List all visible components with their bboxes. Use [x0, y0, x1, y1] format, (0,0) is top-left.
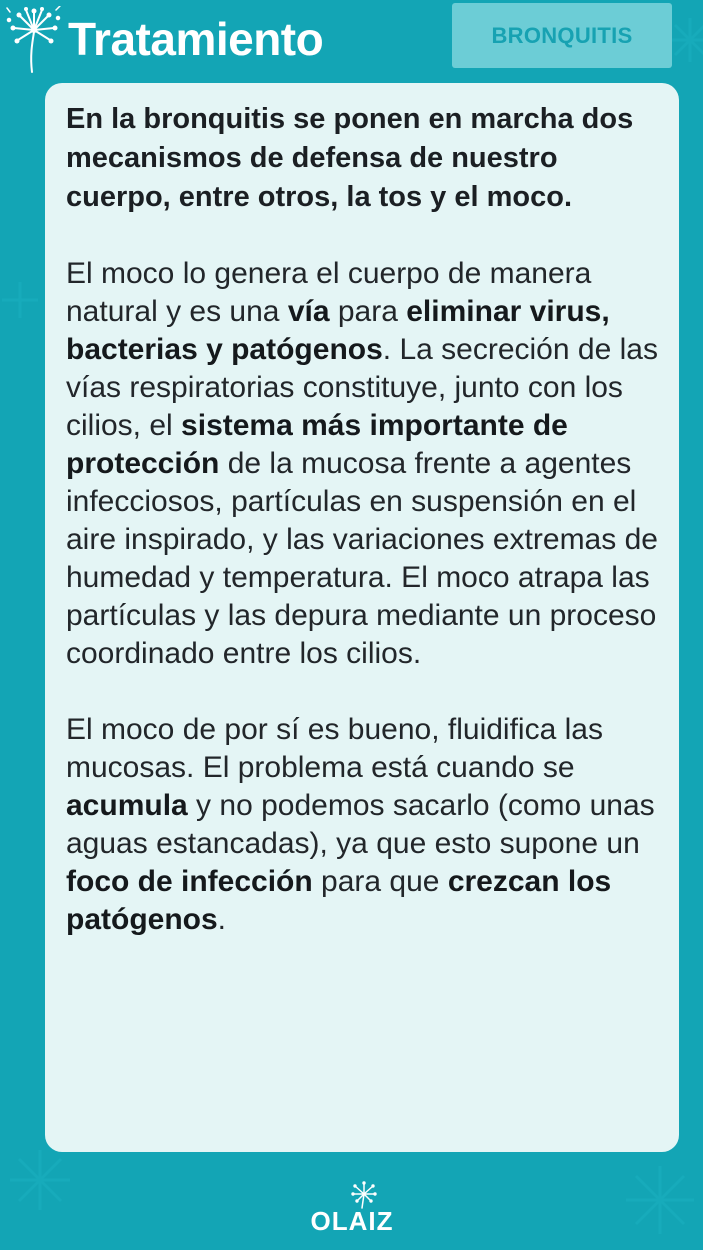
emphasis-text: foco de infección [66, 865, 313, 898]
body-text: para [329, 295, 407, 328]
body-text: y no podemos sacarlo (como unas aguas estancadas), ya que esto supone un [66, 789, 655, 860]
body-text: El moco lo genera el cuerpo de manera natural y es una [66, 257, 592, 328]
page-title: Tratamiento [68, 13, 324, 65]
olaiz-logo[interactable] [302, 1180, 402, 1236]
body-text: . [217, 903, 227, 936]
emphasis-text: eliminar virus, bacterias y patógenos [66, 295, 610, 366]
body-text: El moco de por sí es bueno, fluidifica las mucosas. El problema está cuando se [66, 713, 603, 784]
body-text: para que [312, 865, 448, 898]
dandelion-icon [6, 6, 62, 74]
paragraph-mucus-function [66, 255, 666, 673]
emphasis-text: acumula [66, 789, 188, 822]
body-text: . La secreción de las vías respiratorias constituye, junto con los cilios, el [66, 333, 658, 442]
header [0, 0, 703, 80]
emphasis-text: vía [287, 295, 330, 328]
card-text [66, 100, 666, 939]
logo-wordmark: OLAIZ [310, 1206, 394, 1236]
body-text: de la mucosa frente a agentes infecciosos, partículas en suspensión en el aire inspirado, y las variaciones extremas de humedad y temperatura. El moco atrapa las partículas y las depura mediante un proceso coordinado entre los cilios. [66, 447, 658, 670]
paragraph-mucus-problem [66, 711, 666, 939]
emphasis-text: crezcan los patógenos [66, 865, 612, 936]
intro-text: En la bronquitis se ponen en marcha dos mecanismos de defensa de nuestro cuerpo, entre otros, la tos y el moco. [66, 103, 634, 213]
content-card [45, 83, 679, 1152]
emphasis-text: sistema más importante de protección [66, 409, 568, 480]
topic-badge[interactable]: BRONQUITIS [452, 3, 672, 68]
